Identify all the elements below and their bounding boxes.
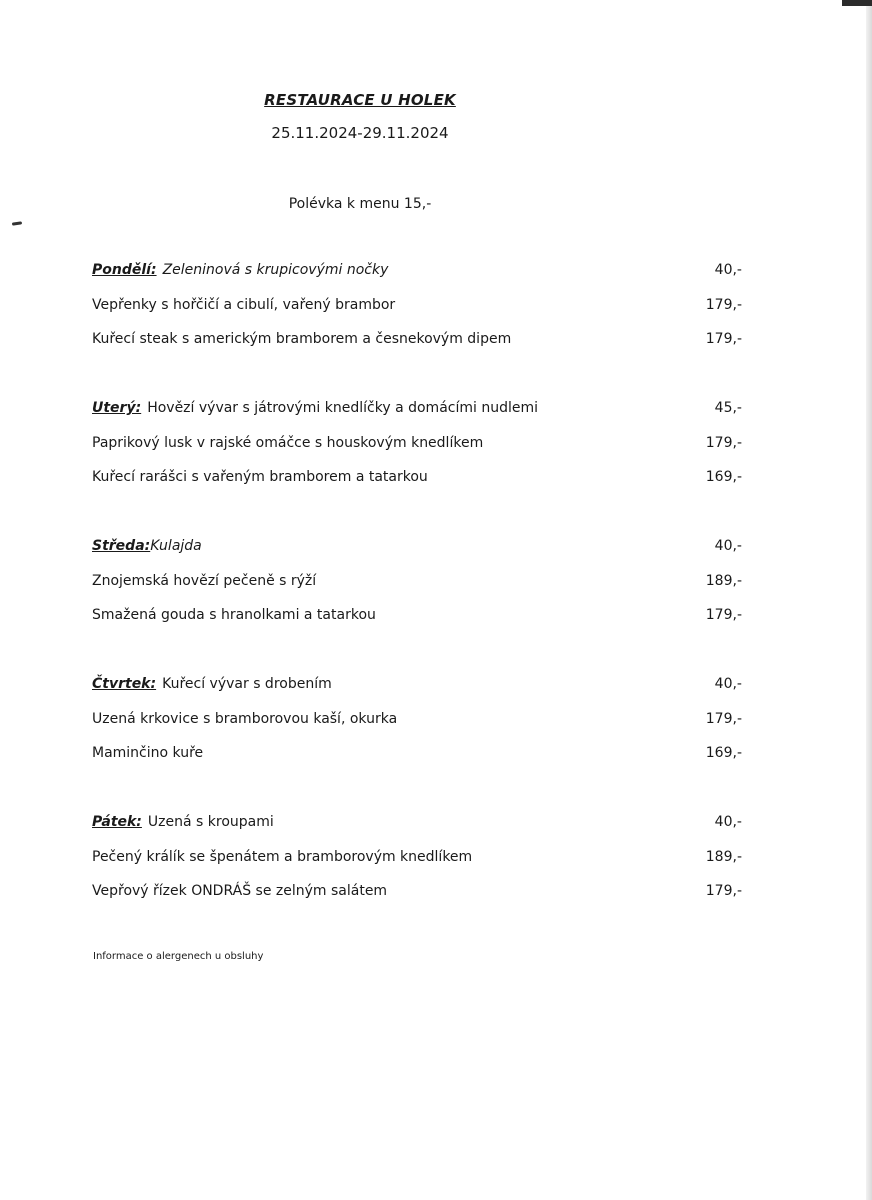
soup-price: 40,- <box>714 538 742 554</box>
soup-name: Hovězí vývar s játrovými knedlíčky a domácími nudlemi <box>147 400 538 416</box>
meal-price: 179,- <box>705 331 742 347</box>
meal-name: Uzená krkovice s bramborovou kaší, okurka <box>92 711 398 727</box>
menu-row <box>92 711 742 733</box>
meal-name: Paprikový lusk v rajské omáčce s houskovým knedlíkem <box>92 435 484 451</box>
meal-price: 179,- <box>705 297 742 313</box>
soup-name: Zeleninová s krupicovými nočky <box>162 262 389 278</box>
menu-dates: 25.11.2024-29.11.2024 <box>271 124 449 142</box>
menu-row <box>92 745 742 767</box>
menu-row <box>92 607 742 629</box>
meal-price: 179,- <box>705 435 742 451</box>
meal-price: 169,- <box>705 469 742 485</box>
soup-name: Kuřecí vývar s drobením <box>162 676 332 692</box>
soup-price: 40,- <box>714 814 742 830</box>
meal-name: Kuřecí steak s americkým bramborem a česnekovým dipem <box>92 331 512 347</box>
menu-row <box>92 573 742 595</box>
menu-row <box>92 469 742 491</box>
scan-mark <box>12 221 22 225</box>
soup-price: 45,- <box>714 400 742 416</box>
menu-row <box>92 297 742 319</box>
menu-row-friday-soup <box>92 814 742 836</box>
meal-name: Vepřový řízek ONDRÁŠ se zelným salátem <box>92 883 388 899</box>
menu-row <box>92 883 742 905</box>
day-label-tuesday: Uterý: <box>92 400 142 416</box>
menu-row-thursday-soup <box>92 676 742 698</box>
meal-name: Smažená gouda s hranolkami a tatarkou <box>92 607 376 623</box>
meal-price: 169,- <box>705 745 742 761</box>
day-label-thursday: Čtvrtek: <box>92 676 157 692</box>
menu-row <box>92 331 742 353</box>
soup-name: Kulajda <box>150 538 202 554</box>
day-label-friday: Pátek: <box>92 814 142 830</box>
soup-price: 40,- <box>714 676 742 692</box>
scan-edge <box>866 0 872 1200</box>
meal-price: 179,- <box>705 607 742 623</box>
restaurant-title: RESTAURACE U HOLEK <box>264 91 456 109</box>
allergen-note: Informace o alergenech u obsluhy <box>93 951 264 962</box>
meal-name: Maminčino kuře <box>92 745 204 761</box>
menu-row <box>92 849 742 871</box>
menu-row-wednesday-soup <box>92 538 742 560</box>
day-label-wednesday: Středa: <box>92 538 151 554</box>
menu-row-tuesday-soup <box>92 400 742 422</box>
menu-row-monday-soup <box>92 262 742 284</box>
meal-price: 189,- <box>705 573 742 589</box>
meal-name: Vepřenky s hořčičí a cibulí, vařený brambor <box>92 297 396 313</box>
menu-row <box>92 435 742 457</box>
meal-price: 179,- <box>705 883 742 899</box>
meal-name: Pečený králík se špenátem a bramborovým knedlíkem <box>92 849 473 865</box>
soup-price-note: Polévka k menu 15,- <box>288 196 432 212</box>
meal-price: 179,- <box>705 711 742 727</box>
scan-corner-mark <box>842 0 872 6</box>
soup-name: Uzená s kroupami <box>147 814 274 830</box>
meal-price: 189,- <box>705 849 742 865</box>
soup-price: 40,- <box>714 262 742 278</box>
day-label-monday: Pondělí: <box>92 262 157 278</box>
meal-name: Kuřecí rarášci s vařeným bramborem a tatarkou <box>92 469 428 485</box>
meal-name: Znojemská hovězí pečeně s rýží <box>92 573 317 589</box>
